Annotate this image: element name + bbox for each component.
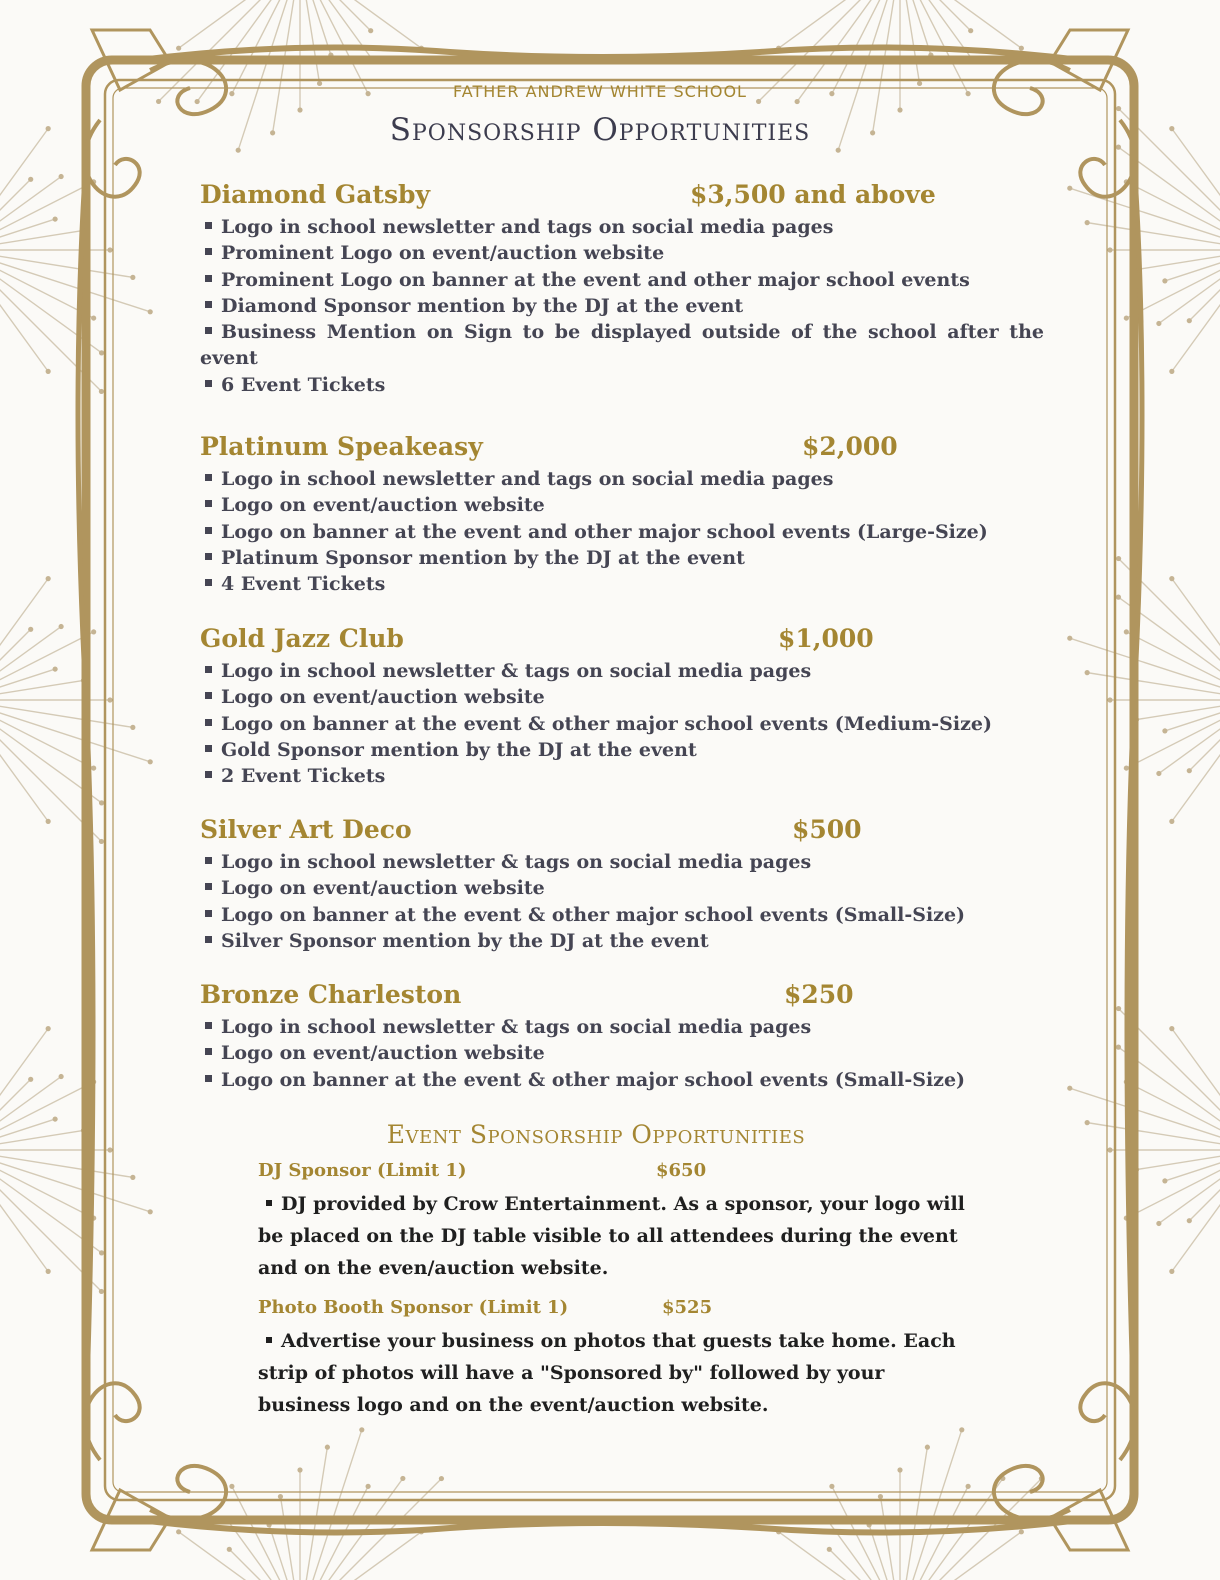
school-name: FATHER ANDREW WHITE SCHOOL	[453, 82, 747, 101]
benefit-list	[200, 658, 1044, 789]
benefit-text: Logo on banner at the event and other major school events (Large-Size)	[221, 520, 988, 543]
benefit-item	[205, 492, 1044, 518]
benefit-text: Diamond Sponsor mention by the DJ at the event	[221, 294, 744, 317]
benefit-item	[205, 684, 1044, 710]
bullet-icon	[205, 857, 212, 864]
benefit-text: Gold Sponsor mention by the DJ at the event	[221, 738, 697, 761]
bullet-icon	[266, 1337, 272, 1343]
benefit-text: Logo on banner at the event & other major school events (Medium-Size)	[221, 712, 992, 735]
benefit-text: Logo on banner at the event & other major school events (Small-Size)	[221, 903, 966, 926]
benefit-text: Logo on event/auction website	[221, 877, 545, 900]
benefit-item	[205, 372, 1044, 398]
tier-heading	[200, 980, 1044, 1014]
event-name: Photo Booth Sponsor (Limit 1)	[258, 1297, 569, 1318]
bullet-icon	[205, 327, 212, 334]
benefit-item	[205, 1040, 1044, 1066]
tier-price: $2,000	[802, 432, 898, 461]
benefit-item	[205, 658, 1044, 684]
benefit-text: Logo on banner at the event & other major school events (Small-Size)	[221, 1068, 966, 1091]
benefit-list	[200, 849, 1044, 954]
page-title: Sponsorship Opportunities	[389, 112, 811, 148]
tier-price: $3,500 and above	[690, 180, 936, 209]
bullet-icon	[205, 301, 212, 308]
tier-price: $500	[792, 815, 862, 844]
benefit-item	[205, 737, 1044, 763]
event-description	[258, 1188, 974, 1284]
event-heading	[258, 1160, 974, 1188]
benefit-item	[205, 240, 1044, 266]
tier-platinum	[200, 432, 1044, 597]
event-sponsor-photo-booth	[258, 1297, 974, 1421]
benefit-list	[200, 214, 1044, 398]
tier-heading	[200, 432, 1044, 466]
bullet-icon	[205, 248, 212, 255]
event-sponsor-dj	[258, 1160, 974, 1284]
benefit-text: 6 Event Tickets	[221, 373, 386, 396]
tier-name: Diamond Gatsby	[200, 180, 431, 209]
bullet-icon	[205, 745, 212, 752]
bullet-icon	[205, 222, 212, 229]
tier-name: Gold Jazz Club	[200, 624, 404, 653]
bullet-icon	[205, 883, 212, 890]
event-name: DJ Sponsor (Limit 1)	[258, 1160, 467, 1181]
bullet-icon	[205, 579, 212, 586]
benefit-item	[205, 545, 1044, 571]
bullet-icon	[205, 936, 212, 943]
benefit-text: Logo in school newsletter & tags on social media pages	[221, 851, 812, 873]
bullet-icon	[205, 553, 212, 560]
bullet-icon	[205, 1048, 212, 1055]
tier-name: Bronze Charleston	[200, 980, 462, 1009]
benefit-item	[205, 267, 1044, 293]
tier-bronze	[200, 980, 1044, 1093]
benefit-item	[205, 466, 1044, 492]
bullet-icon	[205, 1022, 212, 1029]
bullet-icon	[266, 1200, 272, 1206]
tier-name: Silver Art Deco	[200, 815, 412, 844]
benefit-list	[200, 1014, 1044, 1093]
benefit-text: Logo in school newsletter and tags on social media pages	[221, 468, 834, 490]
event-price: $650	[656, 1160, 707, 1181]
tier-heading	[200, 180, 1044, 214]
benefit-text: Prominent Logo on event/auction website	[221, 242, 665, 265]
benefit-text: Business Mention on Sign to be displayed outside of the school after the event	[200, 321, 1044, 370]
bullet-icon	[205, 1075, 212, 1082]
benefit-text: 2 Event Tickets	[221, 765, 386, 788]
benefit-item	[205, 293, 1044, 319]
benefit-item	[205, 1014, 1044, 1040]
event-description-text: DJ provided by Crow Entertainment. As a sponsor, your logo will be placed on the DJ table visible to all attendees during the event and on the even/auction website.	[258, 1193, 965, 1279]
benefit-item	[205, 571, 1044, 597]
benefit-text: Logo on event/auction website	[221, 686, 545, 709]
tier-silver	[200, 815, 1044, 954]
tier-name: Platinum Speakeasy	[200, 432, 483, 461]
bullet-icon	[205, 666, 212, 673]
bullet-icon	[205, 474, 212, 481]
benefit-item	[205, 902, 1044, 928]
benefit-item	[205, 519, 1044, 545]
tier-heading	[200, 815, 1044, 849]
event-price: $525	[662, 1297, 713, 1318]
tier-diamond	[200, 180, 1044, 398]
benefit-text: 4 Event Tickets	[221, 573, 386, 596]
benefit-text: Logo on event/auction website	[221, 1042, 545, 1065]
bullet-icon	[205, 527, 212, 534]
bullet-icon	[205, 500, 212, 507]
benefit-text: Logo in school newsletter & tags on social media pages	[221, 660, 812, 682]
tier-price: $1,000	[778, 624, 874, 653]
benefit-item	[205, 1067, 1044, 1093]
tier-price: $250	[784, 980, 854, 1009]
event-description-text: Advertise your business on photos that guests take home. Each strip of photos will have a "Sponsored by" followed by your business logo and on the event/auction website.	[258, 1330, 956, 1416]
benefit-text: Platinum Sponsor mention by the DJ at the event	[221, 546, 745, 569]
benefit-item	[205, 875, 1044, 901]
benefit-text: Logo on event/auction website	[221, 494, 545, 517]
benefit-list	[200, 466, 1044, 597]
benefit-text: Silver Sponsor mention by the DJ at the event	[221, 929, 709, 952]
event-description	[258, 1325, 974, 1421]
benefit-item	[200, 319, 1044, 372]
tier-gold	[200, 624, 1044, 789]
bullet-icon	[205, 692, 212, 699]
bullet-icon	[205, 771, 212, 778]
benefit-item	[205, 763, 1044, 789]
benefit-item	[205, 711, 1044, 737]
event-section-title: Event Sponsorship Opportunities	[386, 1120, 806, 1149]
bullet-icon	[205, 719, 212, 726]
tier-heading	[200, 624, 1044, 658]
benefit-text: Logo in school newsletter and tags on social media pages	[221, 216, 834, 238]
benefit-item	[205, 214, 1044, 240]
bullet-icon	[205, 275, 212, 282]
bullet-icon	[205, 380, 212, 387]
benefit-item	[205, 849, 1044, 875]
benefit-text: Prominent Logo on banner at the event and other major school events	[221, 268, 970, 291]
benefit-text: Logo in school newsletter & tags on social media pages	[221, 1016, 812, 1038]
benefit-item	[205, 928, 1044, 954]
event-heading	[258, 1297, 974, 1325]
bullet-icon	[205, 910, 212, 917]
